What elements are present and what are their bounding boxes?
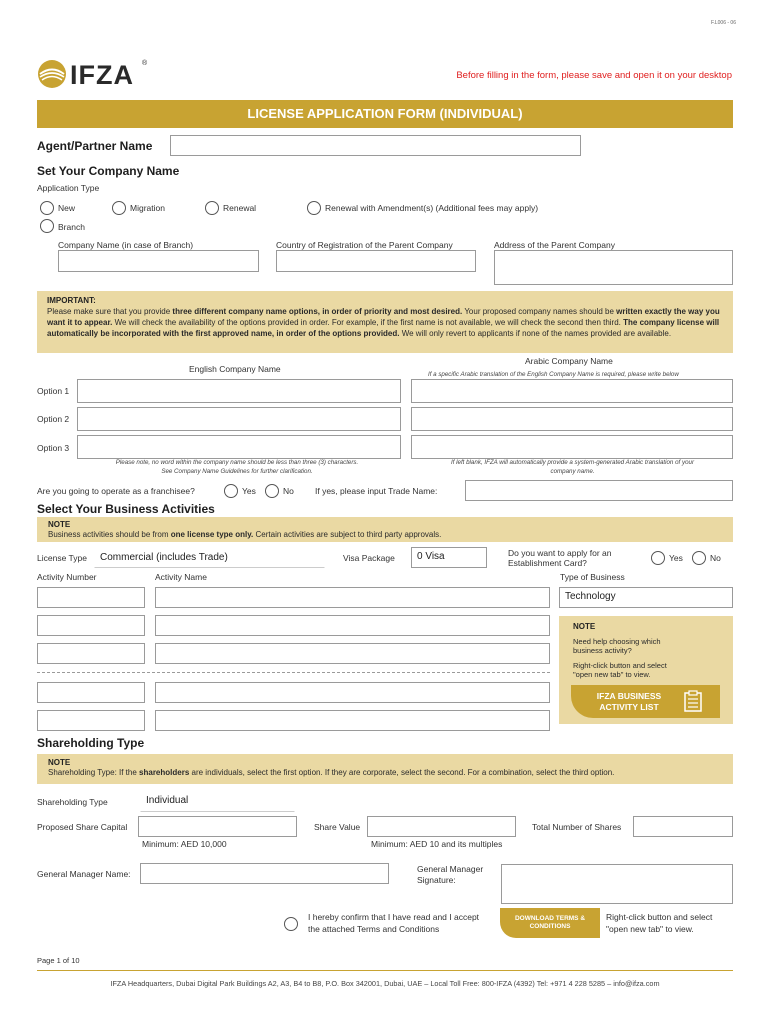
business-note-title: NOTE [48, 520, 71, 529]
activity-number-label: Activity Number [37, 572, 97, 582]
parent-country-label: Country of Registration of the Parent Company [276, 240, 453, 250]
visa-package-label: Visa Package [343, 553, 395, 563]
important-b1: three different company name options, in order of priority and most desired. [172, 307, 463, 316]
trade-name-input[interactable] [465, 480, 733, 501]
agent-name-input[interactable] [170, 135, 581, 156]
activity-name-input-3[interactable] [155, 643, 550, 664]
ifza-emblem-icon [37, 59, 67, 89]
radio-new[interactable] [40, 201, 54, 215]
option-3-label: Option 3 [37, 443, 70, 453]
activity-name-input-4[interactable] [155, 682, 550, 703]
business-note-text [48, 530, 722, 540]
arabic-hint: If a specific Arabic translation of the English Company Name is required, please write below [428, 371, 679, 378]
form-code: F.L006 - 06 [710, 20, 736, 26]
arabic-name-note: If left blank, IFZA will automatically provide a system-generated Arabic translation of your company name. [450, 459, 695, 475]
option-renewal-label: Renewal [223, 203, 257, 213]
important-b3: The company license will automatically be incorporated with the first approved name, in order of the options provided. [47, 318, 720, 338]
share-value-label: Share Value [314, 822, 361, 832]
establishment-yes-label: Yes [669, 553, 683, 563]
important-text [47, 306, 723, 339]
important-b2: written exactly the way you want it to appear. [47, 307, 720, 327]
activity-list-button[interactable] [571, 685, 720, 718]
option-migration-label: Migration [130, 203, 165, 213]
visa-package-select[interactable]: 0 Visa [411, 547, 487, 568]
shareholding-note-title: NOTE [48, 758, 71, 767]
option-2-label: Option 2 [37, 414, 70, 424]
download-terms-button[interactable] [500, 908, 600, 938]
gm-name-input[interactable] [140, 863, 389, 884]
terms-confirm-text: I hereby confirm that I have read and I accept the attached Terms and Conditions [308, 912, 480, 934]
form-title: LICENSE APPLICATION FORM (INDIVIDUAL) [247, 106, 523, 121]
download-hint: Right-click button and select "open new tab" to view. [606, 912, 713, 934]
type-of-business-select[interactable]: Technology [559, 587, 733, 608]
gm-signature-input[interactable] [501, 864, 733, 904]
establishment-no-label: No [710, 553, 721, 563]
parent-country-input[interactable] [276, 250, 476, 272]
activity-name-label: Activity Name [155, 572, 207, 582]
establishment-question: Do you want to apply for an Establishment Card? [508, 548, 612, 568]
important-t1: Please make sure that you provide [47, 307, 173, 316]
document-list-icon [684, 690, 702, 712]
option-2-arabic-input[interactable] [411, 407, 733, 431]
franchise-no-radio[interactable] [265, 484, 279, 498]
radio-branch[interactable] [40, 219, 54, 233]
share-capital-label: Proposed Share Capital [37, 822, 128, 832]
footer-rule [37, 970, 733, 971]
radio-renewal-amendment[interactable] [307, 201, 321, 215]
share-capital-input[interactable] [138, 816, 297, 837]
ifza-logo [37, 58, 149, 90]
activity-list-button-label: IFZA BUSINESS ACTIVITY LIST [596, 691, 662, 712]
option-1-label: Option 1 [37, 386, 70, 396]
important-t4: We will only revert to applicants if none of the names provided are available. [399, 329, 672, 338]
business-note-t2: Certain activities are subject to third party approvals. [253, 530, 442, 539]
establishment-no-radio[interactable] [692, 551, 706, 565]
type-of-business-label: Type of Business [560, 572, 625, 582]
activity-number-input-4[interactable] [37, 682, 145, 703]
activity-name-input-5[interactable] [155, 710, 550, 731]
shareholding-note-text [48, 768, 722, 778]
radio-migration[interactable] [112, 201, 126, 215]
form-title-bar [37, 100, 733, 128]
brand-name: IFZA [70, 60, 134, 90]
gm-signature-label: General Manager Signature: [417, 864, 484, 885]
activity-number-input-5[interactable] [37, 710, 145, 731]
english-name-note: Please note, no word within the company name should be less than three (3) characters. See Company Name Guidelines for further clarification. [115, 459, 359, 475]
company-section-heading: Set Your Company Name [37, 164, 180, 178]
option-new-label: New [58, 203, 76, 213]
shareholding-note-box [37, 754, 733, 784]
activity-number-input-1[interactable] [37, 587, 145, 608]
option-1-english-input[interactable] [77, 379, 401, 403]
application-type-label: Application Type [37, 183, 100, 193]
option-3-arabic-input[interactable] [411, 435, 733, 459]
activity-number-input-2[interactable] [37, 615, 145, 636]
option-1-arabic-input[interactable] [411, 379, 733, 403]
hidden-rows-divider [37, 672, 550, 673]
download-terms-label: DOWNLOAD TERMS & CONDITIONS [514, 915, 586, 930]
page-number: Page 1 of 10 [37, 956, 80, 965]
activity-number-input-3[interactable] [37, 643, 145, 664]
franchise-question: Are you going to operate as a franchisee? [37, 486, 195, 496]
shareholding-note-b1: shareholders [139, 768, 190, 777]
license-type-select[interactable]: Commercial (includes Trade) [94, 548, 325, 568]
gm-name-label: General Manager Name: [37, 869, 131, 879]
radio-renewal[interactable] [205, 201, 219, 215]
business-note-box [37, 517, 733, 542]
total-shares-input[interactable] [633, 816, 733, 837]
share-value-input[interactable] [367, 816, 516, 837]
activity-name-input-2[interactable] [155, 615, 550, 636]
share-capital-min: Minimum: AED 10,000 [142, 839, 227, 849]
important-t2: Your proposed company names should be [462, 307, 617, 316]
license-type-label: License Type [37, 553, 87, 563]
branch-company-label: Company Name (in case of Branch) [58, 240, 194, 250]
shareholding-note-t1: Shareholding Type: If the [48, 768, 140, 777]
important-t3: We will check the availability of the options provided in order. For example, if the first name is not available, we will check the second then third. [112, 318, 624, 327]
total-shares-label: Total Number of Shares [532, 822, 622, 832]
important-box [37, 291, 733, 353]
parent-address-input[interactable] [494, 250, 733, 285]
shareholding-type-select[interactable]: Individual [140, 791, 295, 812]
option-renewal-amendment-label: Renewal with Amendment(s) (Additional fees may apply) [325, 203, 539, 213]
franchise-no-label: No [283, 486, 294, 496]
agent-label: Agent/Partner Name [37, 139, 153, 153]
activity-help-title: NOTE [573, 622, 596, 631]
activity-help-text-1: Need help choosing which business activity? [573, 637, 661, 655]
footer-address: IFZA Headquarters, Dubai Digital Park Buildings A2, A3, B4 to B8, P.O. Box 342001, Dubai, UAE – Local Toll Free: 800-IFZA (4392) Tel: +971 4 228 5285 – info@ifza.com [110, 979, 660, 988]
shareholding-note-t2: are individuals, select the first option. If they are corporate, select the second. For a combination, select the third option. [189, 768, 615, 777]
activity-help-text-2: Right-click button and select "open new tab" to view. [573, 661, 667, 679]
parent-address-label: Address of the Parent Company [494, 240, 615, 250]
shareholding-type-label: Shareholding Type [37, 797, 108, 807]
share-value-min: Minimum: AED 10 and its multiples [371, 839, 503, 849]
header-note: Before filling in the form, please save and open it on your desktop [456, 70, 732, 81]
business-section-heading: Select Your Business Activities [37, 502, 215, 516]
important-title: IMPORTANT: [47, 296, 96, 305]
shareholding-section-heading: Shareholding Type [37, 736, 145, 750]
english-name-label: English Company Name [189, 364, 281, 374]
arabic-name-label: Arabic Company Name [525, 356, 613, 366]
trade-name-label: If yes, please input Trade Name: [315, 486, 438, 496]
business-note-b1: one license type only. [170, 530, 254, 539]
option-3-english-input[interactable] [77, 435, 401, 459]
option-2-english-input[interactable] [77, 407, 401, 431]
establishment-yes-radio[interactable] [651, 551, 665, 565]
activity-name-input-1[interactable] [155, 587, 550, 608]
franchise-yes-radio[interactable] [224, 484, 238, 498]
terms-confirm-radio[interactable] [284, 917, 298, 931]
business-note-t1: Business activities should be from [48, 530, 171, 539]
brand-registered: ® [142, 60, 148, 67]
franchise-yes-label: Yes [242, 486, 256, 496]
option-branch-label: Branch [58, 222, 85, 232]
branch-company-input[interactable] [58, 250, 259, 272]
